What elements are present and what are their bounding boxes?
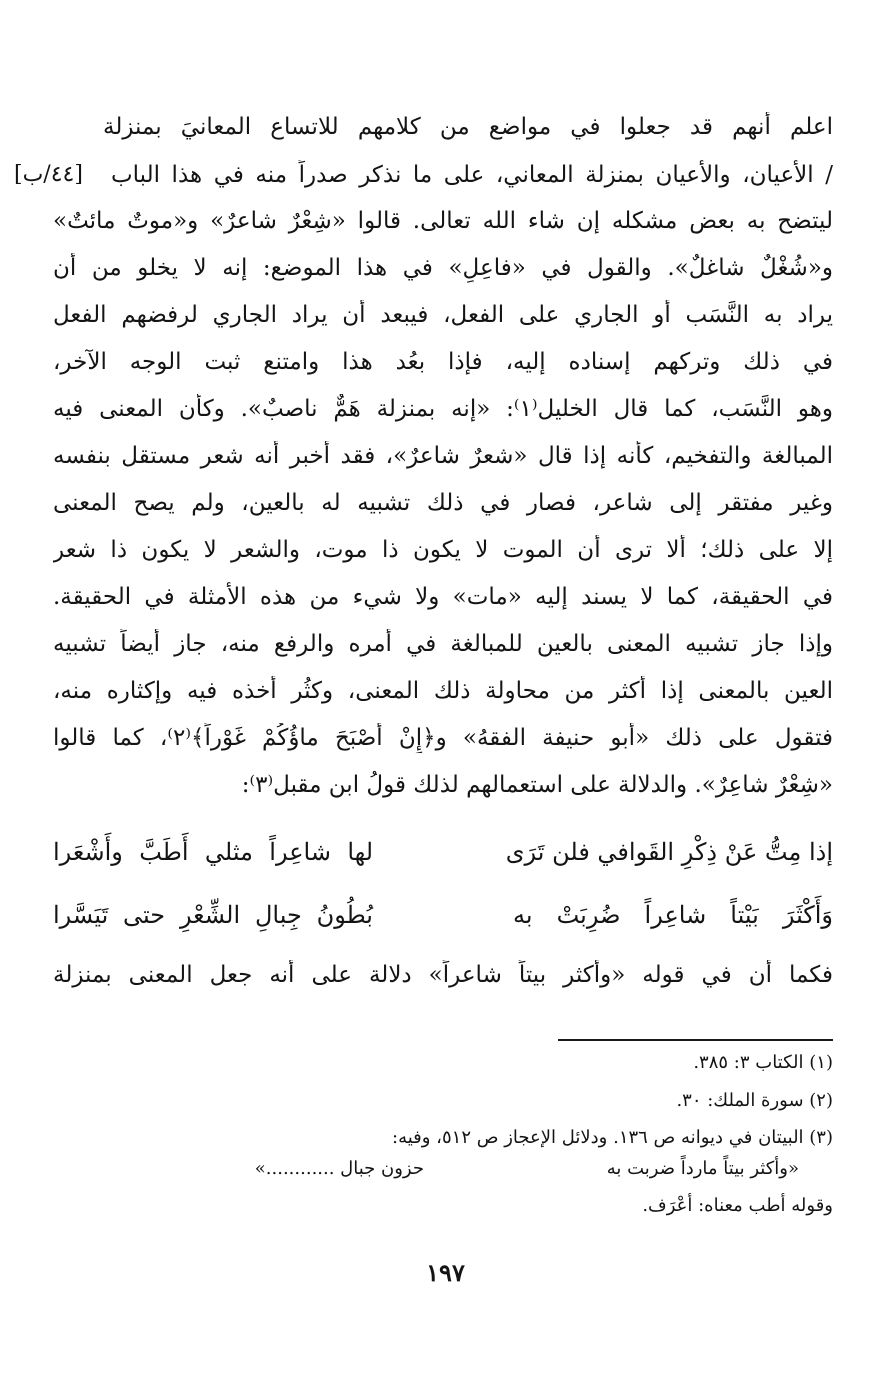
body-line: / الأعيان، والأعيان بمنزلة المعاني، على ما نذكر صدراً منه في هذا الباب [111, 162, 833, 188]
verse-second-hemistich: بُطُونُ جِبالِ الشِّعْرِ حتى تَيَسَّرا [53, 901, 373, 929]
verse-second-hemistich: لها شاعِراً مثلي أَطَبَّ وأَشْعَرا [53, 838, 373, 866]
body-line: إلا على ذلك؛ ألا ترى أن الموت لا يكون ذا موت، والشعر لا يكون ذا شعر [53, 537, 833, 563]
body-line: وإذا جاز تشبيه المعنى بالعين للمبالغة في أمره والرفع منه، جاز أيضاً تشبيه [53, 631, 833, 657]
footnote-3: (٣) البيتان في ديوانه ص ١٣٦. ودلائل الإعجاز ص ٥١٢، وفيه: [392, 1127, 833, 1148]
body-line: «شِعْرٌ شاعِرٌ». والدلالة على استعمالهم لذلك قولُ ابن مقبل⁽٣⁾: [241, 772, 833, 798]
body-line: وغير مفتقر إلى شاعر، فصار في ذلك تشبيه له بالعين، ولم يصح المعنى [53, 490, 833, 516]
body-line: وهو النَّسَب، كما قال الخليل⁽١⁾: «إنه بمنزلة هَمٌّ ناصبٌ». وكأن المعنى فيه [53, 396, 833, 422]
folio-marker: [٤٤/ب] [14, 162, 83, 187]
verse-first-hemistich: إذا مِتُّ عَنْ ذِكْرِ القَوافي فلن تَرَى [505, 838, 833, 866]
poem-verse [53, 835, 833, 869]
page-number: ١٩٧ [426, 1258, 465, 1287]
verse-first-hemistich: وَأَكْثَرَ بَيْتاً شاعِراً ضُرِبَتْ به [513, 901, 833, 929]
body-line: يراد به النَّسَب أو الجاري على الفعل، فيبعد أن يراد الجاري لرفضهم الفعل [53, 302, 833, 328]
body-line: فكما أن في قوله «وأكثر بيتاً شاعراً» دلالة على أنه جعل المعنى بمنزلة [53, 962, 833, 988]
poem-verse [53, 898, 833, 932]
footnote-verse-second: حزون جبال ............» [254, 1158, 424, 1179]
body-line: اعلم أنهم قد جعلوا في مواضع من كلامهم للاتساع المعانيَ بمنزلة [103, 114, 833, 140]
footnote-3-note: وقوله أطب معناه: أعْرَف. [642, 1195, 833, 1216]
body-line: و«شُغْلٌ شاغلٌ». والقول في «فاعِلٍ» في هذا الموضع: إنه لا يخلو من أن [53, 255, 833, 281]
footnote-verse-first: «وأكثر بيتاً مارداً ضربت به [606, 1158, 799, 1179]
footnote-1: (١) الكتاب ٣: ٣٨٥. [693, 1052, 833, 1073]
body-line: في الحقيقة، كما لا يسند إليه «مات» ولا شيء من هذه الأمثلة في الحقيقة. [53, 584, 833, 610]
body-line: العين بالمعنى إذا أكثر من محاولة ذلك المعنى، وكثُر أخذه فيه وإكثاره منه، [53, 678, 833, 704]
body-line: فتقول على ذلك «أبو حنيفة الفقهُ» و﴿إِنْ أَصْبَحَ ماؤُكُمْ غَوْراً﴾⁽٢⁾، كما قالوا [53, 725, 833, 751]
body-line: في ذلك وتركهم إسناده إليه، فإذا بعُد هذا وامتنع ثبت الوجه الآخر، [53, 349, 833, 375]
footnote-2: (٢) سورة الملك: ٣٠. [676, 1090, 833, 1111]
footnote-separator [558, 1039, 833, 1041]
body-line: ليتضح به بعض مشكله إن شاء الله تعالى. قالوا «شِعْرٌ شاعرٌ» و«موتٌ مائتٌ» [53, 208, 833, 234]
body-line: المبالغة والتفخيم، كأنه إذا قال «شعرٌ شاعرٌ»، فقد أخبر أنه شعر مستقل بنفسه [53, 443, 833, 469]
